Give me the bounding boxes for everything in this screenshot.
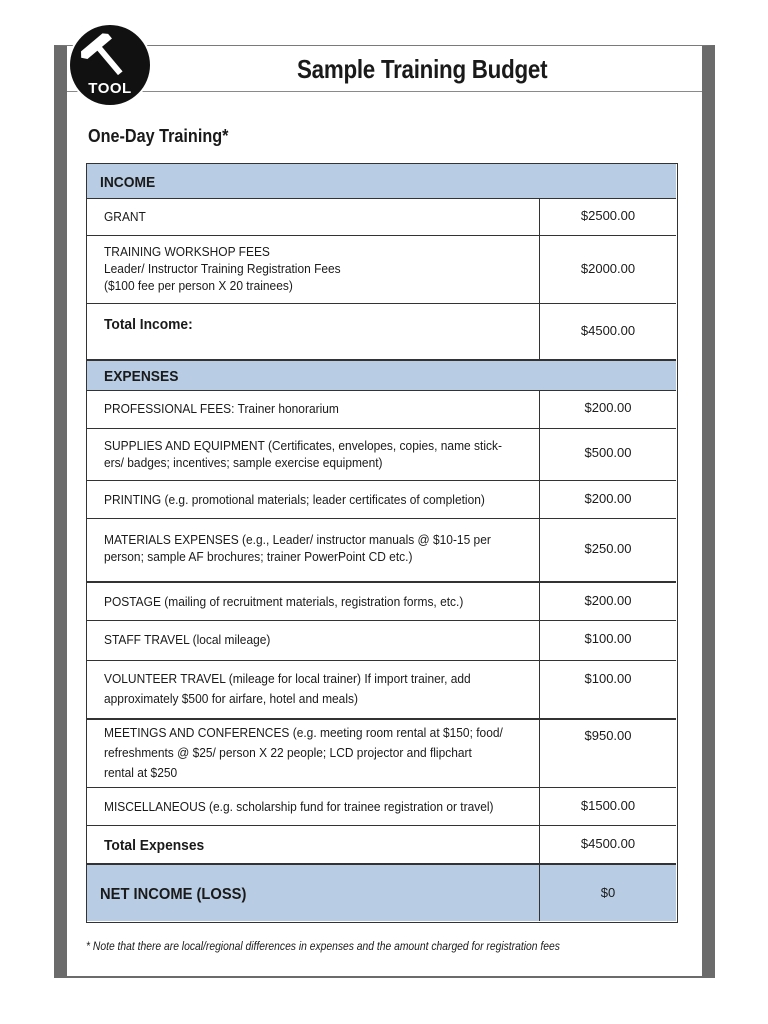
badge-label: TOOL — [88, 80, 132, 97]
table-row — [87, 198, 676, 235]
row-description: VOLUNTEER TRAVEL (mileage for local trainer) If import trainer, add — [104, 671, 471, 686]
income-heading: INCOME — [100, 174, 156, 191]
row-amount: $200.00 — [584, 593, 632, 608]
page-title: Sample Training Budget — [297, 54, 548, 84]
expenses-heading: EXPENSES — [104, 368, 179, 385]
table-row — [87, 581, 676, 620]
row-description: refreshments @ $25/ person X 22 people; LCD projector and flipchart — [104, 745, 472, 760]
total-income-row — [87, 303, 676, 359]
row-description: PRINTING (e.g. promotional materials; leader certificates of completion) — [104, 492, 485, 507]
row-description: Leader/ Instructor Training Registration Fees — [104, 261, 341, 276]
net-income-amount: $0 — [600, 885, 616, 900]
row-amount: $200.00 — [584, 400, 632, 415]
table-row — [87, 428, 676, 480]
row-amount: $100.00 — [584, 671, 632, 686]
row-amount: $250.00 — [584, 541, 632, 556]
row-description: MATERIALS EXPENSES (e.g., Leader/ instructor manuals @ $10-15 per — [104, 532, 491, 547]
row-description: approximately $500 for airfare, hotel and meals) — [104, 691, 358, 706]
row-description: ers/ badges; incentives; sample exercise equipment) — [104, 455, 383, 470]
section-subtitle: One-Day Training* — [88, 126, 229, 146]
row-amount: $2500.00 — [580, 208, 636, 223]
row-description: STAFF TRAVEL (local mileage) — [104, 632, 271, 647]
row-description: person; sample AF brochures; trainer PowerPoint CD etc.) — [104, 549, 413, 564]
budget-table — [86, 163, 678, 923]
table-row — [87, 480, 676, 518]
title-divider — [67, 91, 702, 92]
row-description: PROFESSIONAL FEES: Trainer honorarium — [104, 401, 339, 416]
total-expenses-amount: $4500.00 — [580, 836, 636, 851]
row-amount: $200.00 — [584, 491, 632, 506]
row-amount: $2000.00 — [580, 261, 636, 276]
table-row — [87, 660, 676, 718]
table-row — [87, 718, 676, 787]
row-description: rental at $250 — [104, 765, 178, 780]
row-description: TRAINING WORKSHOP FEES — [104, 244, 270, 259]
expenses-header-row — [87, 359, 676, 390]
row-description: MISCELLANEOUS (e.g. scholarship fund for trainee registration or travel) — [104, 799, 494, 814]
row-amount: $1500.00 — [580, 798, 636, 813]
income-header-row — [87, 164, 676, 198]
table-row — [87, 620, 676, 660]
row-description: ($100 fee per person X 20 trainees) — [104, 278, 293, 293]
total-expenses-label: Total Expenses — [104, 837, 205, 854]
net-income-label: NET INCOME (LOSS) — [100, 886, 247, 903]
row-description: POSTAGE (mailing of recruitment materials, registration forms, etc.) — [104, 594, 464, 609]
total-income-label: Total Income: — [104, 316, 193, 333]
tool-badge — [68, 23, 152, 107]
row-description: MEETINGS AND CONFERENCES (e.g. meeting room rental at $150; food/ — [104, 725, 503, 740]
table-row — [87, 787, 676, 825]
total-income-amount: $4500.00 — [580, 323, 636, 338]
row-amount: $950.00 — [584, 728, 632, 743]
footnote: * Note that there are local/regional differences in expenses and the amount charged for registration fees — [86, 939, 560, 953]
table-row — [87, 390, 676, 428]
row-description: SUPPLIES AND EQUIPMENT (Certificates, envelopes, copies, name stick- — [104, 438, 502, 453]
row-amount: $100.00 — [584, 631, 632, 646]
row-description: GRANT — [104, 209, 146, 224]
net-income-row — [87, 863, 676, 921]
table-row — [87, 518, 676, 581]
total-expenses-row — [87, 825, 676, 863]
table-row — [87, 235, 676, 303]
row-amount: $500.00 — [584, 445, 632, 460]
